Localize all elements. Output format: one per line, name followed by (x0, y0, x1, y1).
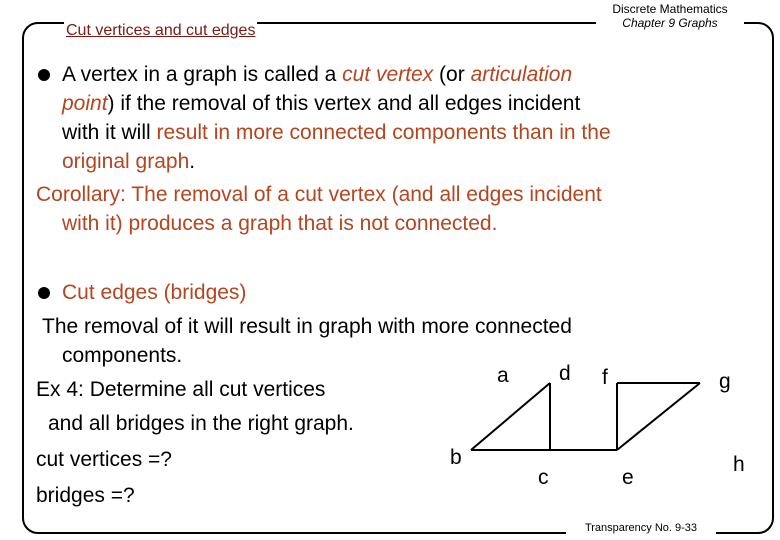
course-title: Discrete Mathematics (612, 2, 728, 16)
vertex-label-b: b (450, 446, 462, 469)
highlight-text: result in more connected components than in the (156, 121, 611, 144)
section-title: Cut vertices and cut edges (66, 22, 256, 39)
bullet2-heading: Cut edges (bridges) (62, 281, 247, 304)
vertex-label-e: e (622, 466, 634, 489)
bridge-definition-line2: components. (62, 344, 183, 367)
term-point: point (62, 92, 108, 115)
vertex-label-a: a (497, 364, 509, 387)
vertex-label-h: h (733, 453, 745, 476)
vertex-label-g: g (719, 370, 731, 393)
example-line2: and all bridges in the right graph. (48, 412, 354, 435)
bullet1-text: ) if the removal of this vertex and all edges incident (107, 92, 581, 115)
bullet1-text: (or (433, 63, 471, 86)
bridges-question: bridges =? (36, 484, 135, 507)
bullet1-text: A vertex in a graph is called a (62, 63, 343, 86)
chapter-title: Chapter 9 Graphs (622, 16, 718, 30)
vertex-label-c: c (538, 466, 549, 489)
cut-vertices-question: cut vertices =? (36, 448, 172, 471)
term-cut-vertex: cut vertex (342, 63, 434, 86)
example-line1: Ex 4: Determine all cut vertices (36, 378, 326, 401)
corollary-line2: with it) produces a graph that is not connected. (62, 212, 498, 235)
bridge-definition-line1: The removal of it will result in graph with more connected (42, 315, 572, 338)
bullet1-text: . (189, 150, 196, 173)
graph-edge-e-g (617, 383, 700, 450)
highlight-text: original graph (62, 150, 190, 173)
vertex-label-f: f (602, 366, 608, 389)
transparency-number: Transparency No. 9-33 (566, 522, 716, 534)
vertex-label-d: d (559, 362, 571, 385)
term-articulation: articulation (470, 63, 573, 86)
bullet1-text: with it will (62, 121, 157, 144)
corollary-line1: Corollary: The removal of a cut vertex (and all edges incident (36, 183, 602, 206)
graph-edge-b-d (471, 383, 550, 450)
